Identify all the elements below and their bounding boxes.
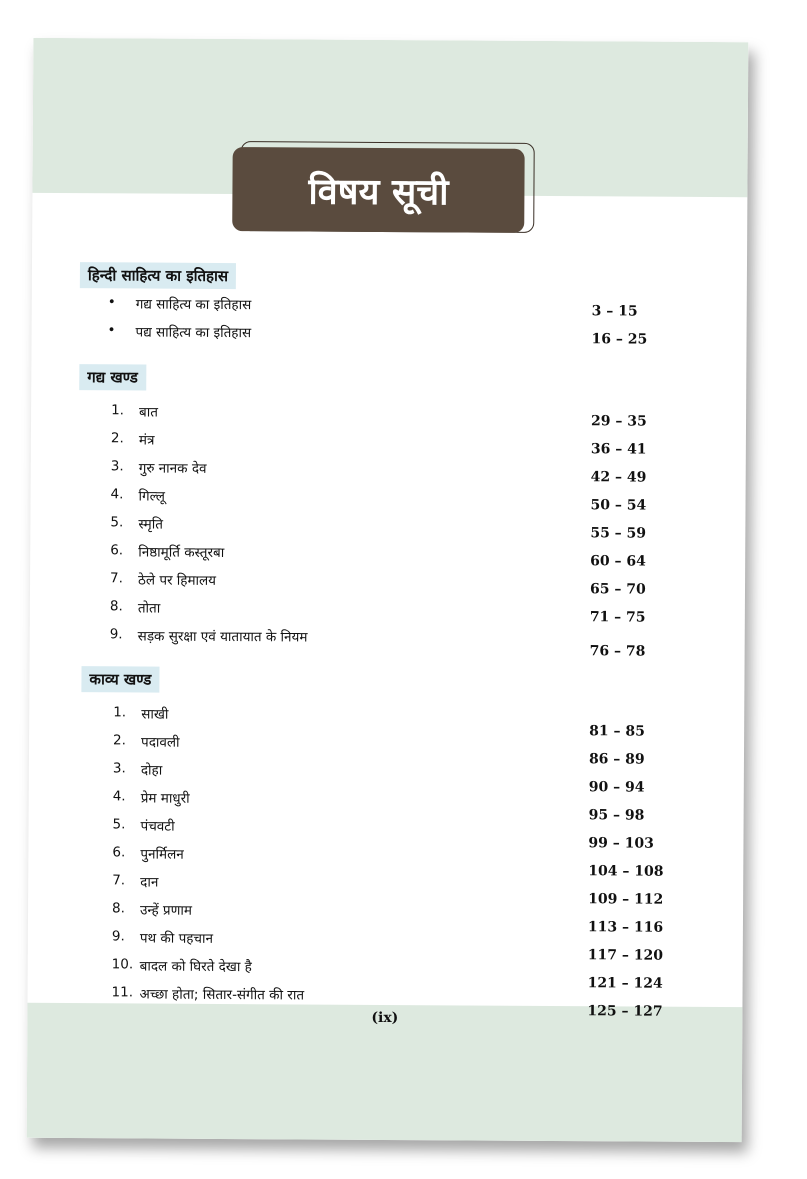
item-marker: 3. — [110, 458, 124, 475]
list-item — [30, 570, 745, 598]
item-label: ठेले पर हिमालय — [138, 572, 217, 589]
item-pages: 117 – 120 — [587, 947, 664, 964]
item-marker: 9. — [111, 928, 125, 945]
item-label: प्रेम माधुरी — [140, 790, 190, 807]
list-item — [30, 486, 745, 514]
item-marker: 5. — [110, 514, 124, 531]
page-number: (ix) — [371, 1009, 399, 1027]
item-marker: 9. — [109, 626, 123, 643]
item-label: दान — [140, 874, 159, 891]
list-item — [32, 294, 747, 322]
list-item — [30, 514, 745, 542]
list-item — [30, 542, 745, 570]
item-marker: 6. — [112, 844, 126, 861]
item-pages: 60 – 64 — [590, 553, 646, 570]
item-label: पदावली — [141, 734, 180, 751]
list-item — [28, 928, 743, 964]
item-pages: 16 – 25 — [591, 331, 648, 348]
list-item — [28, 872, 743, 908]
list-item — [31, 322, 746, 350]
item-label: गिल्लू — [138, 488, 165, 505]
item-marker: 5. — [112, 816, 126, 833]
item-label: अच्छा होता; सितार-संगीत की रात — [139, 986, 305, 1004]
item-label: सड़क सुरक्षा एवं यातायात के नियम — [137, 628, 308, 646]
page-title: विषय सूची — [232, 147, 525, 233]
item-marker: 8. — [109, 598, 123, 615]
item-label: मंत्र — [138, 432, 155, 449]
item-pages: 71 – 75 — [589, 609, 646, 626]
list-item — [28, 956, 743, 992]
list-item — [31, 402, 746, 430]
item-label: तोता — [137, 600, 161, 617]
item-pages: 65 – 70 — [589, 581, 646, 598]
item-pages: 55 – 59 — [590, 525, 647, 542]
list-item — [29, 760, 744, 796]
book-page — [27, 38, 749, 1142]
item-pages: 50 – 54 — [590, 497, 647, 514]
item-pages: 113 – 116 — [587, 919, 664, 936]
item-label: दोहा — [140, 762, 163, 779]
item-marker: • — [107, 322, 116, 339]
item-label: पुनर्मिलन — [140, 846, 184, 863]
item-marker: • — [107, 294, 116, 311]
item-label: बात — [139, 404, 159, 421]
item-pages: 42 – 49 — [590, 469, 647, 486]
item-marker: 4. — [112, 788, 126, 805]
item-marker: 11. — [111, 984, 134, 1001]
item-label: गुरु नानक देव — [138, 460, 207, 477]
item-label: गद्य साहित्य का इतिहास — [135, 296, 252, 314]
item-pages: 104 – 108 — [588, 863, 664, 880]
item-label: उन्हें प्रणाम — [139, 902, 192, 919]
item-marker: 6. — [110, 542, 124, 559]
item-marker: 1. — [113, 704, 127, 721]
list-item — [29, 704, 744, 740]
item-marker: 3. — [112, 760, 126, 777]
item-pages: 90 – 94 — [588, 779, 645, 796]
list-item — [31, 430, 746, 458]
item-label: स्मृति — [138, 516, 163, 533]
item-label: पथ की पहचान — [139, 930, 214, 947]
list-item — [28, 900, 743, 936]
item-label: साखी — [141, 706, 169, 723]
item-pages: 121 – 124 — [587, 975, 663, 992]
list-item — [28, 816, 743, 852]
section-heading-poetry: काव्य खण्ड — [81, 666, 159, 692]
item-marker: 7. — [110, 570, 124, 587]
section-heading-history: हिन्दी साहित्य का इतिहास — [80, 262, 236, 289]
item-pages: 3 – 15 — [591, 303, 638, 320]
item-label: पद्य साहित्य का इतिहास — [135, 324, 252, 342]
item-pages: 125 – 127 — [587, 1003, 663, 1020]
item-marker: 4. — [110, 486, 124, 503]
item-pages: 76 – 78 — [589, 643, 646, 660]
item-label: बादल को घिरते देखा है — [139, 958, 252, 976]
list-item — [29, 788, 744, 824]
item-pages: 99 – 103 — [588, 835, 654, 852]
item-pages: 36 – 41 — [590, 441, 647, 458]
item-marker: 1. — [111, 402, 125, 419]
item-pages: 81 – 85 — [589, 723, 645, 740]
section-heading-prose: गद्य खण्ड — [79, 364, 146, 390]
item-pages: 29 – 35 — [590, 413, 647, 430]
item-marker: 2. — [110, 430, 124, 447]
item-marker: 8. — [112, 900, 125, 917]
list-item — [29, 732, 744, 768]
item-pages: 95 – 98 — [588, 807, 645, 824]
item-marker: 7. — [112, 872, 126, 889]
item-label: पंचवटी — [140, 818, 175, 835]
item-pages: 86 – 89 — [588, 751, 645, 768]
item-pages: 109 – 112 — [588, 891, 664, 908]
item-marker: 10. — [111, 956, 134, 973]
list-item — [30, 598, 745, 626]
list-item — [30, 626, 745, 660]
list-item — [31, 458, 746, 486]
item-marker: 2. — [113, 732, 127, 749]
item-label: निष्ठामूर्ति कस्तूरबा — [138, 544, 225, 562]
list-item — [28, 844, 743, 880]
